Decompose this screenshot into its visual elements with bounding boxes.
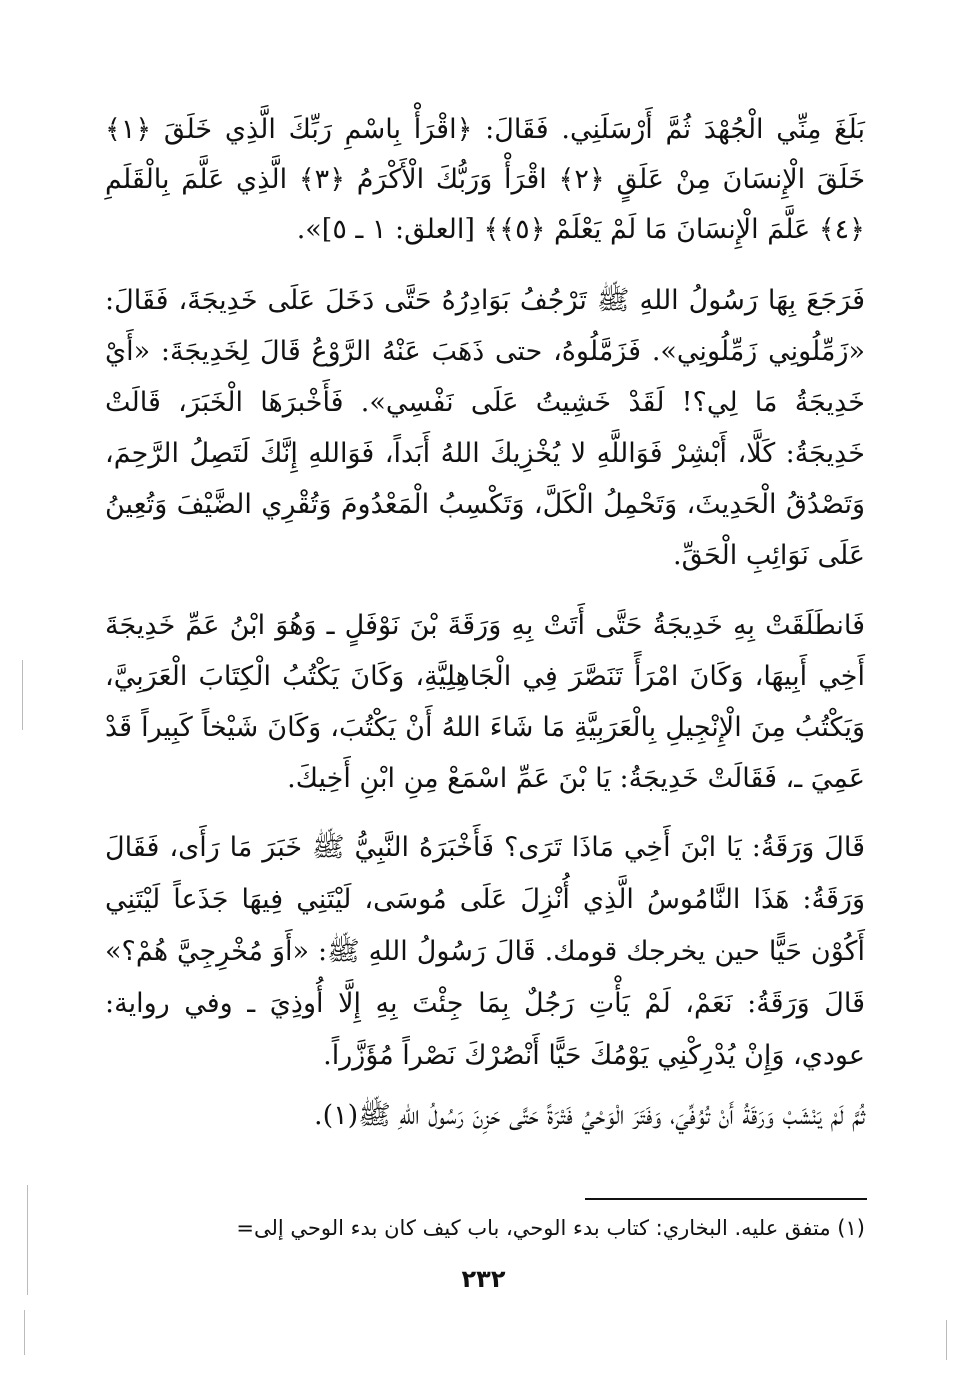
scan-margin-mark [27, 1185, 28, 1295]
scan-margin-mark [22, 660, 23, 730]
paragraph-waraqa-speech: قَالَ وَرَقَةُ: يَا ابْنَ أَخِي مَاذَا تَرَى؟ فَأَخْبَرَهُ النَّبِيُّ ﷺ خَبَرَ مَا رَأَى، فَقَالَ وَرَقَةُ: هَذَا النَّامُوسُ الَّذِي أُنْزِلَ عَلَى مُوسَى، لَيْتَنِي فِيهَا جَذَعاً لَيْتَنِي أَكُوْن حَيًّا حين يخرجك قومك. قَالَ رَسُولُ اللهِ ﷺ: «أَوَ مُخْرِجِيَّ هُمْ؟» قَالَ وَرَقَةُ: نَعَمْ، لَمْ يَأْتِ رَجُلٌ بِمَا جِئْتَ بِهِ إِلَّا أُوذِيَ ـ وفي رواية: عودي، وَإِنْ يُدْرِكْنِي يَوْمُكَ حَيًّا أَنْصُرْكَ نَصْراً مُؤَزَّراً. [105, 832, 865, 1071]
paragraph-revelation-pause: ثُمَّ لَمْ يَنْشَبْ وَرَقَةُ أَنْ تُوُفِّيَ، وَفَتَرَ الْوَحْيُ فَتْرَةً حَتَّى حَزِنَ رَسُولُ اللهِ ﷺ(١). [314, 1100, 865, 1131]
paragraph-quran-verses: بَلَغَ مِنِّي الْجُهْدَ ثُمَّ أَرْسَلَنِي. فَقَالَ: ﴿اقْرَأْ بِاسْمِ رَبِّكَ الَّذِي خَلَقَ ﴿١﴾ خَلَقَ الْإِنسَانَ مِنْ عَلَقٍ ﴿٢﴾ اقْرَأْ وَرَبُّكَ الْأَكْرَمُ ﴿٣﴾ الَّذِي عَلَّمَ بِالْقَلَمِ ﴿٤﴾ عَلَّمَ الْإِنسَانَ مَا لَمْ يَعْلَمْ ﴿٥﴾﴾ [العلق: ١ ـ ٥]». [105, 114, 866, 245]
page-number: ٢٣٢ [461, 1265, 506, 1293]
scan-margin-mark [24, 1310, 25, 1355]
scan-margin-mark [946, 1320, 947, 1360]
paragraph-return-to-khadija: فَرَجَعَ بِهَا رَسُولُ اللهِ ﷺ تَرْجُفُ بَوَادِرُهُ حَتَّى دَخَلَ عَلَى خَدِيجَةَ، فَقَالَ: «زَمِّلُونِي زَمِّلُونِي». فَزَمَّلُوهُ، حتى ذَهَبَ عَنْهُ الرَّوْعُ قَالَ لِخَدِيجَةَ: «أَيْ خَدِيجَةُ مَا لِي؟! لَقَدْ خَشِيتُ عَلَى نَفْسِي». فَأَخْبرَهَا الْخَبَرَ، قَالَتْ خَدِيجَةُ: كَلَّا، أَبْشِرْ فَوَاللَّهِ لا يُخْزِيكَ اللهُ أَبَداً، فَوَاللهِ إِنَّكَ لَتَصِلُ الرَّحِمَ، وَتَصْدُقُ الْحَدِيثَ، وَتَحْمِلُ الْكَلَّ، وَتَكْسِبُ الْمَعْدُومَ وَتُقْرِي الضَّيْفَ وَتُعِينُ عَلَى نَوَائِبِ الْحَقِّ. [105, 285, 865, 571]
footnote-divider [585, 1198, 867, 1200]
footnote: (١) متفق عليه. البخاري: كتاب بدء الوحي، باب كيف كان بدء الوحي إلى= [236, 1216, 865, 1240]
paragraph-waraqa-intro: فَانطَلَقَتْ بِهِ خَدِيجَةُ حَتَّى أَتَتْ بِهِ وَرَقَةَ بْنَ نَوْفَلٍ ـ وَهُوَ ابْنُ عَمِّ خَدِيجَةَ أَخِي أَبِيهَا، وَكَانَ امْرَأً تَنَصَّرَ فِي الْجَاهِلِيَّةِ، وَكَانَ يَكْتُبُ الْكِتَابَ الْعَرَبِيَّ، وَيَكْتُبُ مِنَ الْإِنْجِيلِ بِالْعَرَبِيَّةِ مَا شَاءَ اللهُ أَنْ يَكْتُبَ، وَكَانَ شَيْخاً كَبِيراً قَدْ عَمِيَ ـ، فَقَالَتْ خَدِيجَةُ: يَا بْنَ عَمِّ اسْمَعْ مِنِ ابْنِ أَخِيكَ. [105, 610, 865, 794]
